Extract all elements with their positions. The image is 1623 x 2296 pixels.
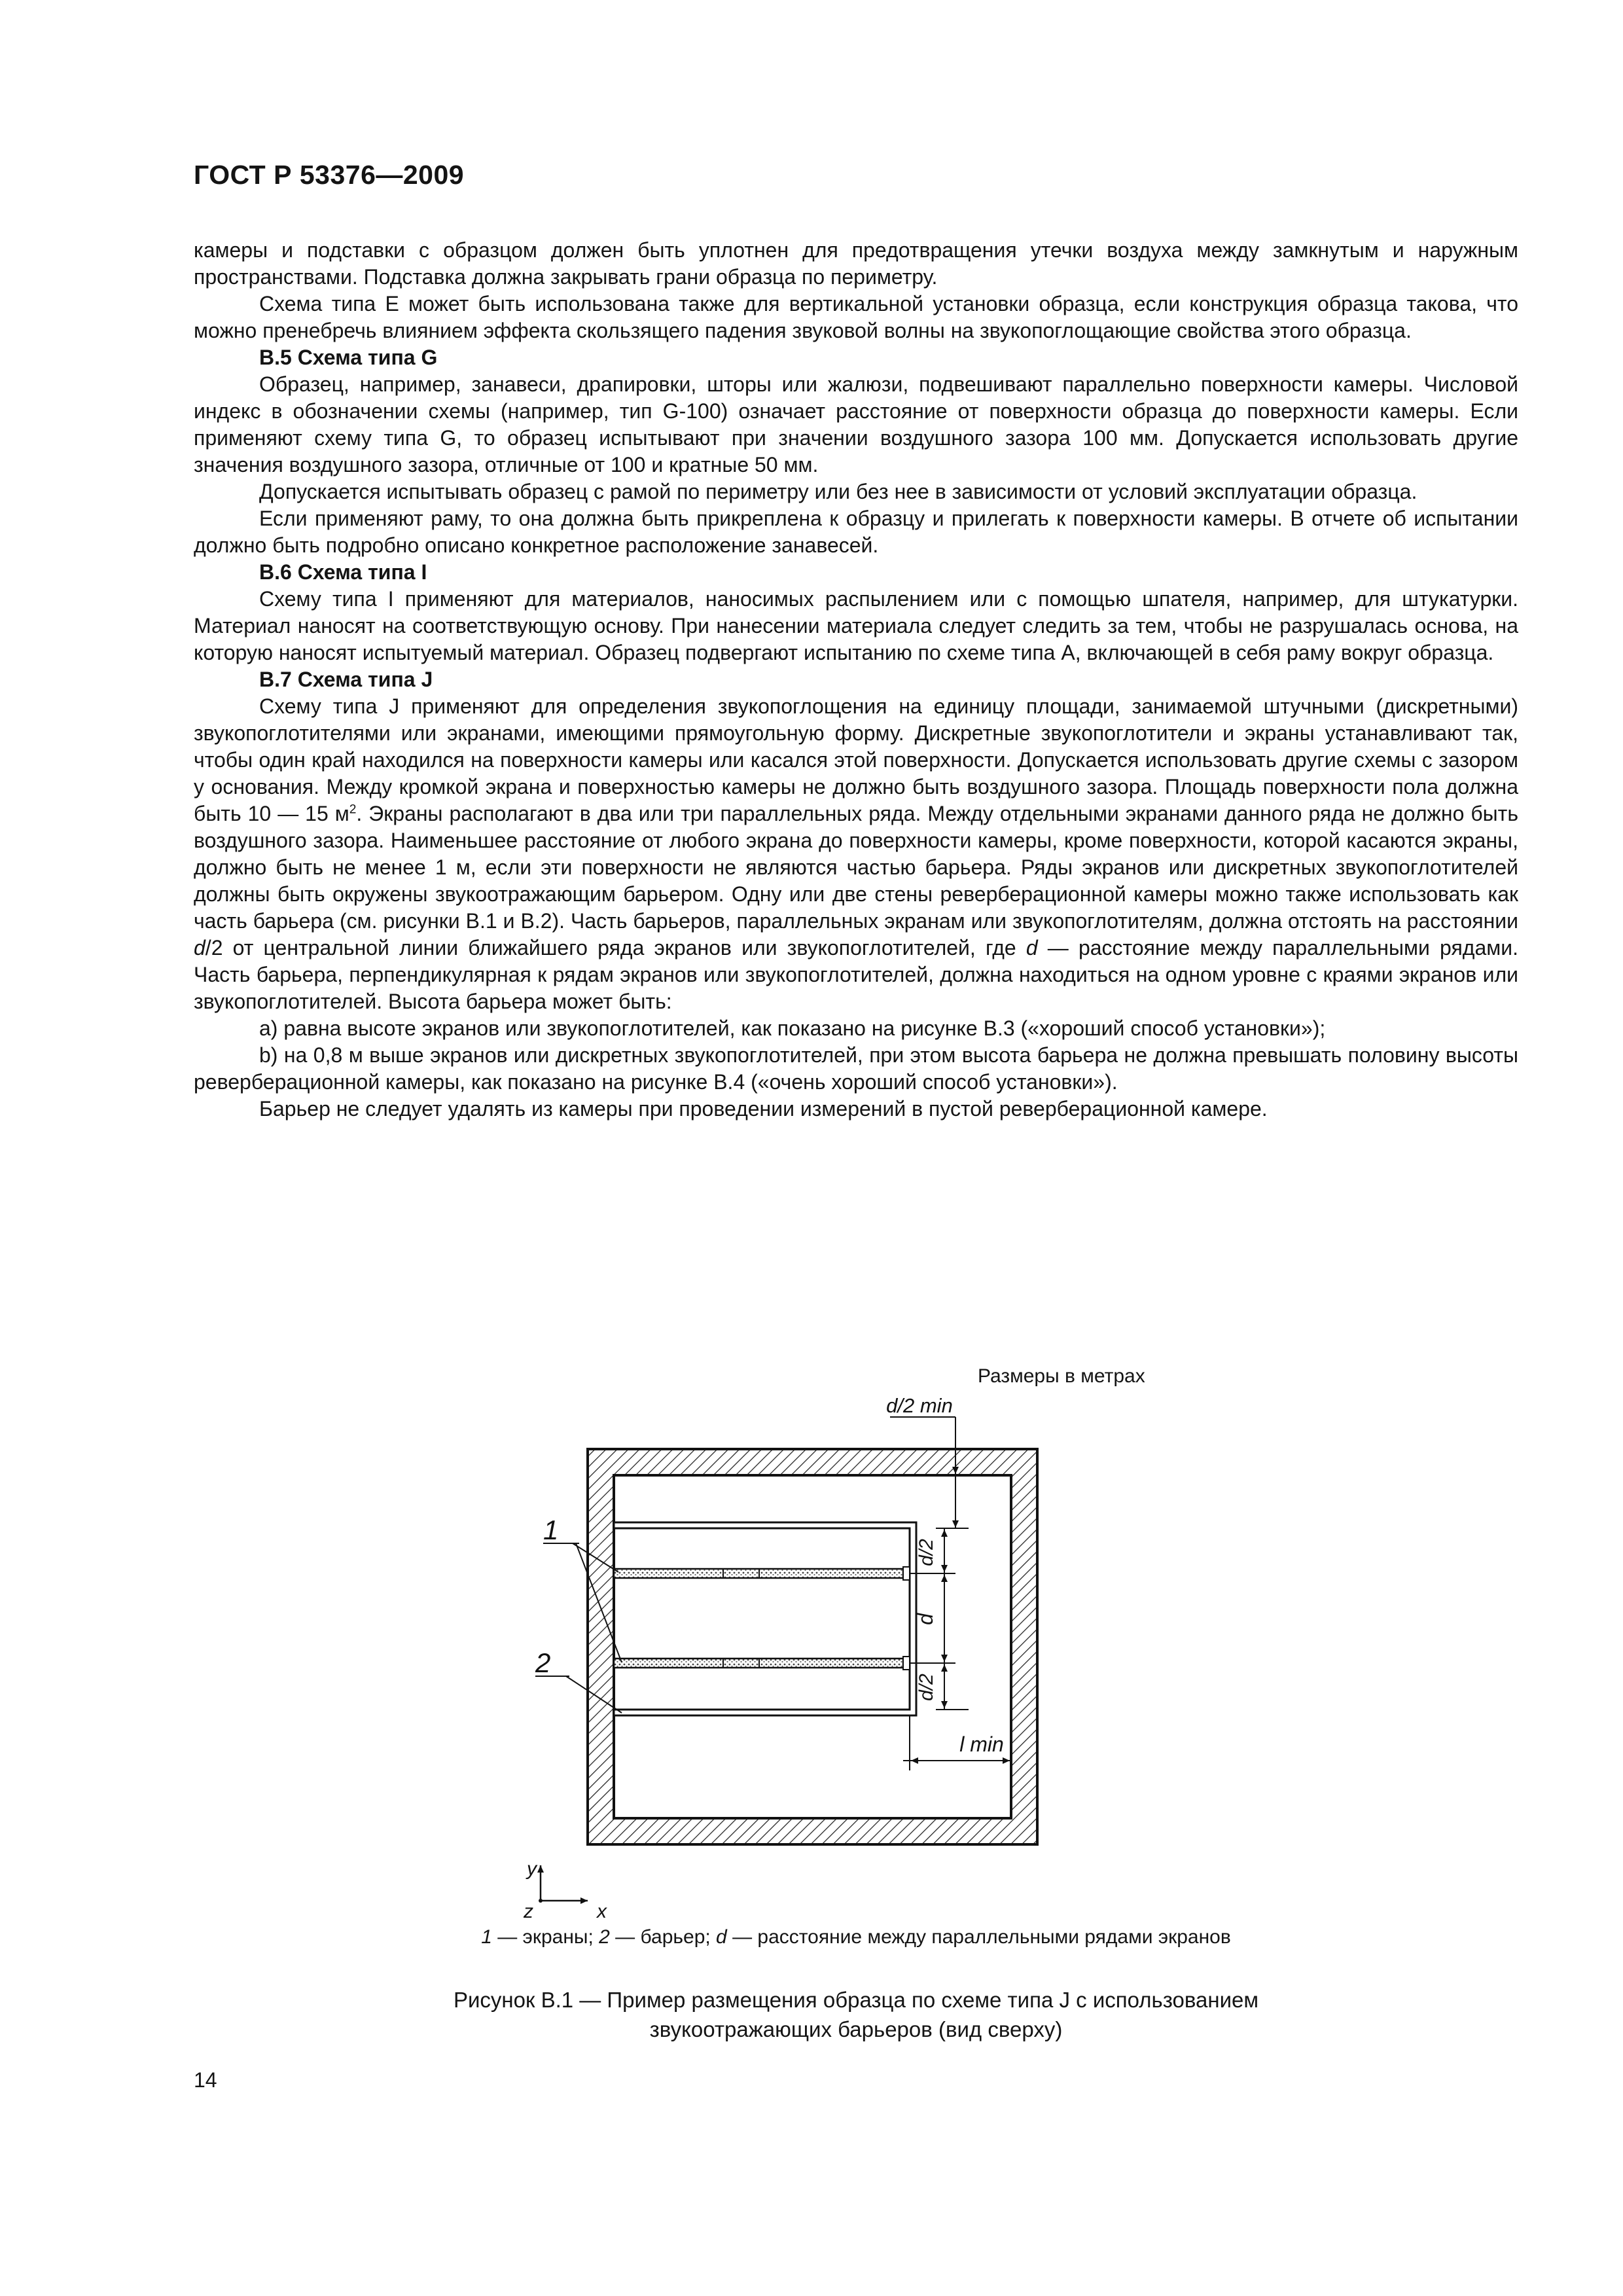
figure-caption: Рисунок B.1 — Пример размещения образца по схеме типа J с использованием звукоотражающих барьеров (вид сверху) — [453, 1988, 1259, 2041]
screen-row-2 — [614, 1659, 903, 1668]
section-heading-b7: B.7 Схема типа J — [259, 668, 433, 691]
paragraph: Схему типа I применяют для материалов, наносимых распылением или с помощью шпателя, например, для штукатурки. Материал наносят на соответствующую основу. При нанесении материала следует следить за тем, чтобы не разрушалась основа, на которую наносят испытуемый материал. Образец подвергают испытанию по схеме типа A, включающей в себя раму вокруг образца. — [194, 587, 1518, 664]
figure-legend: 1 — экраны; 2 — барьер; d — расстояние между параллельными рядами экранов — [481, 1926, 1231, 1948]
axis-x-label: x — [597, 1901, 607, 1922]
screen-row-1 — [614, 1569, 903, 1578]
paragraph: Барьер не следует удалять из камеры при проведении измерений в пустой реверберационной камере. — [259, 1097, 1268, 1121]
paragraph: Схему типа J применяют для определения звукопоглощения на единицу площади, занимаемой штучными (дискретными) звукопоглотителями или экранами, имеющими прямоугольную форму. Дискретные звукопоглотители и экраны устанавливают так, чтобы один край находился на поверхности камеры или касался этой поверхности. Допускается использовать другие схемы с зазором у основания. Между кромкой экрана и поверхностью камеры не должно быть воздушного зазора. Площадь поверхности пола должна быть 10 — 15 $м^2$. Экраны располагают в два или три параллельных ряда. Между отдельными экранами данного ряда не должно быть воздушного зазора. Наименьшее расстояние от любого экрана до поверхности камеры, кроме поверхности, которой касаются экраны, должно быть не менее 1 м, если эти поверхности не являются частью барьера. Ряды экранов или дискретных звукопоглотителей должны быть окружены звукоотражающим барьером. Одну или две стены реверберационной камеры можно также использовать как часть барьера (см. рисунки B.1 и B.2). Часть барьеров, параллельных экранам или звукопоглотителям, должна отстоять на расстоянии d/2 от центральной линии ближайшего ряда экранов или звукопоглотителей, где d — расстояние между параллельными рядами. Часть барьера, перпендикулярная к рядам экранов или звукопоглотителей, должна находиться на одном уровне с краями экранов или звукопоглотителей. Высота барьера может быть: — [194, 694, 1519, 1013]
section-heading-b6: B.6 Схема типа I — [259, 560, 427, 584]
dimensions-note: Размеры в метрах — [978, 1365, 1145, 1387]
callout-2: 2 — [535, 1647, 551, 1678]
label-lmin: l min — [959, 1732, 1004, 1756]
chamber-wall — [588, 1449, 1037, 1844]
section-heading-b5: B.5 Схема типа G — [259, 346, 438, 369]
label-d2-top: d/2 — [916, 1539, 937, 1566]
paragraph: Образец, например, занавеси, драпировки, шторы или жалюзи, подвешивают параллельно поверхности камеры. Числовой индекс в обозначении схемы (например, тип G-100) означает расстояние от поверхности образца до поверхности камеры. Если применяют схему типа G, то образец испытывают при значении воздушного зазора 100 мм. Допускается использовать другие значения воздушного зазора, отличные от 100 и кратные 50 мм. — [194, 372, 1518, 476]
paragraph: Схема типа E может быть использована также для вертикальной установки образца, если конструкция образца такова, что можно пренебречь влиянием эффекта скользящего падения звуковой волны на звукопоглощающие свойства этого образца. — [194, 292, 1518, 342]
paragraph: Допускается испытывать образец с рамой по периметру или без нее в зависимости от условий эксплуатации образца. — [259, 480, 1418, 503]
axis-z-label: z — [524, 1901, 533, 1922]
barrier — [614, 1522, 916, 1715]
dimension-chain — [936, 1528, 969, 1710]
main-text — [194, 237, 1518, 1122]
label-d: d — [914, 1613, 937, 1625]
axes-indicator — [539, 1865, 588, 1903]
paragraph: камеры и подставки с образцом должен быть уплотнен для предотвращения утечки воздуха между замкнутым и наружным пространствами. Подставка должна закрывать грани образца по периметру. — [194, 238, 1518, 289]
callout-1: 1 — [543, 1515, 559, 1545]
page-number: 14 — [194, 2068, 217, 2092]
paragraph: Если применяют раму, то она должна быть прикреплена к образцу и прилегать к поверхности камеры. В отчете об испытании должно быть подробно описано конкретное расположение занавесей. — [194, 507, 1518, 557]
figure-b1-diagram — [504, 1394, 1289, 1922]
label-d2min: d/2 min — [886, 1394, 953, 1417]
axis-y-label: y — [527, 1858, 537, 1880]
list-item-a: a) равна высоте экранов или звукопоглотителей, как показано на рисунке B.3 («хороший способ установки»); — [259, 1016, 1326, 1040]
document-header: ГОСТ Р 53376—2009 — [194, 160, 465, 190]
label-d2-bottom: d/2 — [916, 1674, 937, 1701]
list-item-b: b) на 0,8 м выше экранов или дискретных звукопоглотителей, при этом высота барьера не должна превышать половину высоты реверберационной камеры, как показано на рисунке B.4 («очень хороший способ установки»). — [194, 1043, 1518, 1094]
